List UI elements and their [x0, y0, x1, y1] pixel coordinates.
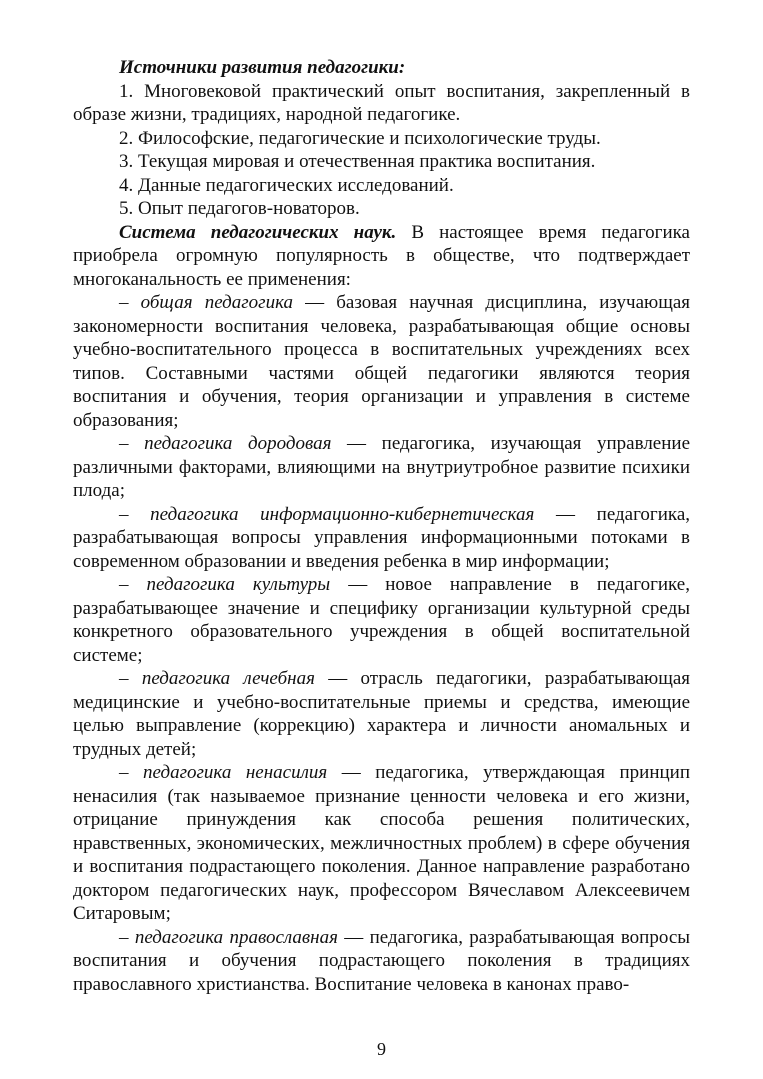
branch-text: — педагогика, разрабатывающая вопросы управления информационными потоками в современном образовании и введения ребенка в мир информации; [73, 503, 691, 572]
branch-dash: – [119, 668, 142, 689]
branch-item [73, 432, 690, 503]
branch-text: — педагогика, изучающая управление различными факторами, влияющими на внутриутробное развитие психики плода; [73, 433, 691, 501]
branch-dash: – [119, 503, 151, 525]
sources-item: 1. Многовековой практический опыт воспитания, закрепленный в образе жизни, традициях, народной педагогике. [73, 80, 690, 125]
branch-term: педагогика дородовая [144, 433, 332, 454]
branch-item [73, 761, 690, 926]
branch-text: — педагогика, утверждающая принцип ненасилия (так называемое признание ценности человека и его жизни, отрицание принуждения как способа решения политических, нравственных, экономических, межличностных проблем) в сфере обучения и воспитания подрастающего поколения. Данное направление разработано доктором педагогических наук, профессором Вячеславом Алексеевичем Ситаровым; [73, 762, 690, 924]
branch-text: — отрасль педагогики, разрабатывающая медицинские и учебно-воспитательные приемы и средства, имеющие целью выправление (коррекцию) характера и личности аномальных и трудных детей; [73, 668, 691, 760]
branch-term: педагогика информационно-кибернетическая [150, 503, 535, 525]
sources-item: 5. Опыт педагогов-новаторов. [119, 198, 360, 219]
branch-text: — новое направление в педагогике, разрабатывающее значение и специфику организации культурной среды конкретного образовательного учреждения в общей воспитательной системе; [73, 574, 690, 666]
branch-item [73, 503, 690, 574]
sources-item: 2. Философские, педагогические и психологические труды. [119, 127, 601, 149]
branch-dash: – [119, 433, 145, 454]
sources-item: 3. Текущая мировая и отечественная практика воспитания. [119, 151, 596, 172]
branch-term: педагогика ненасилия [143, 762, 328, 783]
branch-term: педагогика культуры [146, 574, 331, 595]
sources-item: 4. Данные педагогических исследований. [119, 174, 454, 196]
branch-dash: – [119, 574, 147, 595]
page-number: 9 [377, 1039, 386, 1059]
branch-text: — базовая научная дисциплина, изучающая закономерности воспитания человека, разрабатывающая общие основы учебно-воспитательного процесса в воспитательных учреждениях всех типов. Составными частями общей педагогики являются теория воспитания и обучения, теория организации и управления в системе образования; [73, 292, 691, 431]
branch-item [73, 667, 690, 761]
branch-term: педагогика лечебная [141, 668, 315, 689]
branch-dash: – [119, 762, 144, 783]
branch-text: — педагогика, разрабатывающая вопросы воспитания и обучения подрастающего поколения в традициях православного христианства. Воспитание человека в канонах право- [73, 926, 691, 995]
page-body [73, 56, 690, 996]
sources-heading: Источники развития педагогики: [119, 57, 406, 78]
branch-item [73, 926, 690, 997]
branch-item [73, 291, 690, 432]
system-intro: В настоящее время педагогика приобрела огромную популярность в обществе, что подтверждает многоканальность ее применения: [73, 221, 690, 290]
system-paragraph [73, 221, 690, 292]
branch-dash: – [119, 292, 141, 313]
system-heading: Система педагогических наук. [119, 221, 397, 243]
branch-term: педагогика православная [134, 926, 338, 948]
branch-dash: – [119, 926, 135, 948]
branch-item [73, 573, 690, 667]
branch-term: общая педагогика [140, 292, 294, 313]
